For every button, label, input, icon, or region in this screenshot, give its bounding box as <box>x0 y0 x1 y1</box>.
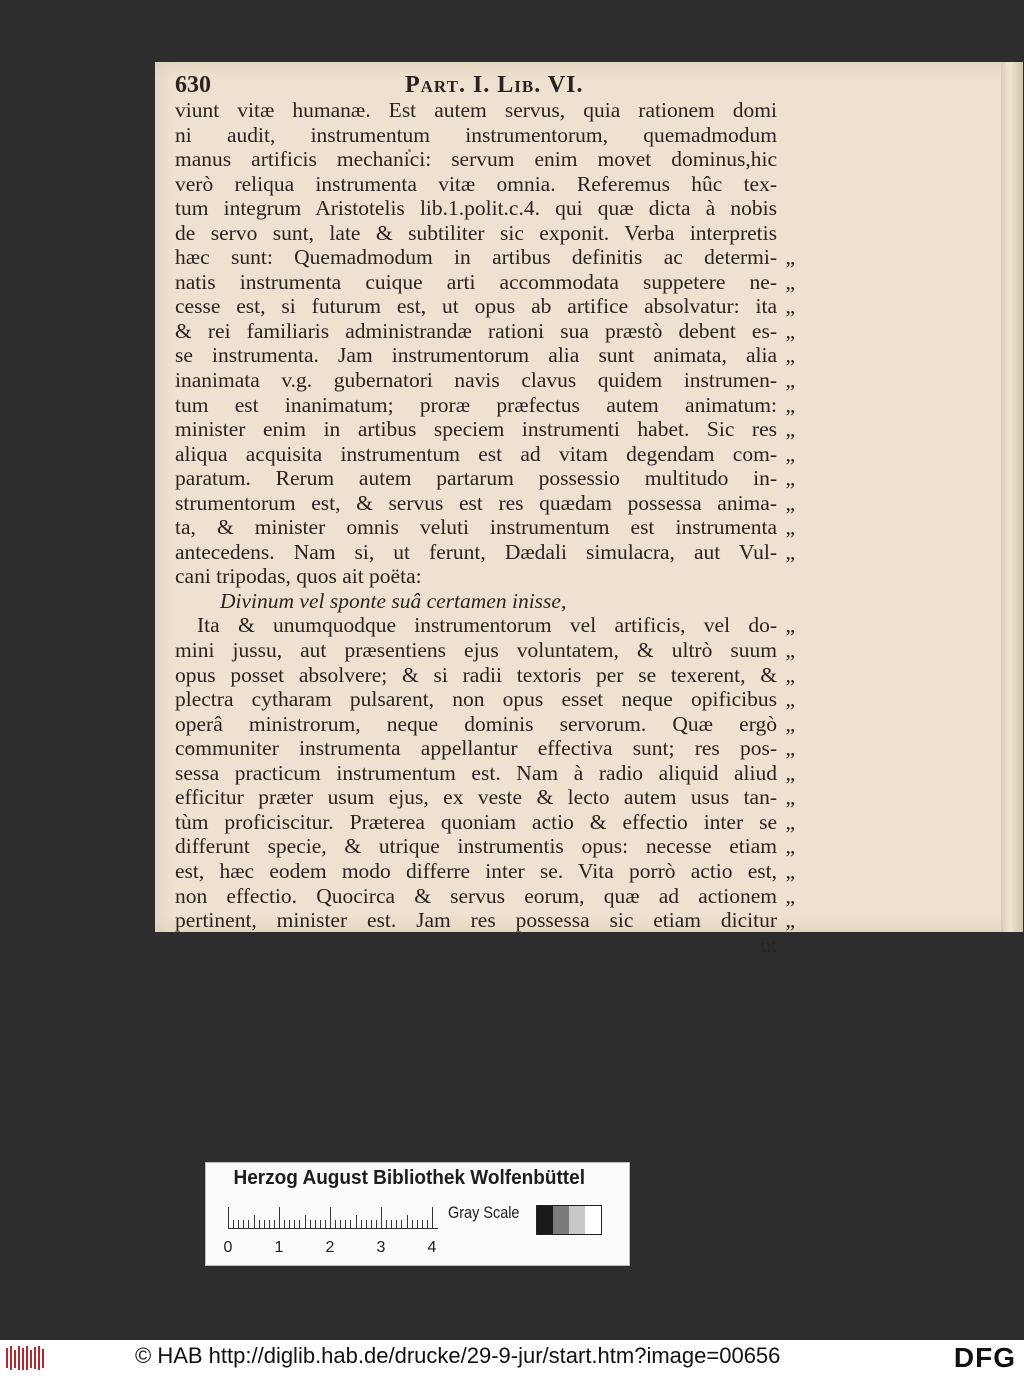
text-line-content: natis instrumenta cuique arti accommodata suppetere ne- <box>175 269 777 294</box>
text-line <box>175 933 795 958</box>
ruler-tick <box>407 1215 408 1229</box>
text-line <box>175 466 795 491</box>
ruler-tick <box>305 1215 306 1229</box>
ruler-tick <box>284 1220 285 1229</box>
text-line <box>175 147 795 172</box>
ruler-tick <box>274 1220 275 1229</box>
ruler-tick <box>366 1220 367 1229</box>
text-line-content: ni audit, instrumentum instrumentorum, quemadmodum <box>175 122 777 147</box>
ruler-tick <box>432 1207 433 1229</box>
text-line <box>175 368 795 393</box>
text-line-content: strumentorum est, & servus est res quædam possessa anima- <box>175 490 777 515</box>
text-line-content: verò reliqua instrumenta vitæ omnia. Referemus hûc tex- <box>175 171 777 196</box>
text-line <box>175 491 795 516</box>
text-line-content: manus artificis mechanici: servum enim movet dominus,hic <box>175 147 777 172</box>
page-number: 630 <box>175 72 211 98</box>
text-line-content: se instrumenta. Jam instrumentorum alia sunt animata, alia <box>175 343 777 368</box>
text-line-content: plectra cytharam pulsarent, non opus esset neque opificibus <box>175 687 777 712</box>
quote-mark: „ <box>785 294 795 319</box>
quote-mark: „ <box>785 785 795 810</box>
text-line-content: aliqua acquisita instrumentum est ad vitam degendam com- <box>175 441 777 466</box>
text-line <box>175 515 795 540</box>
quote-mark: „ <box>785 515 795 540</box>
text-line-content: antecedens. Nam si, ut ferunt, Dædali simulacra, aut Vul- <box>175 539 777 564</box>
text-line <box>175 196 795 221</box>
text-line <box>175 564 795 589</box>
ruler-number: 1 <box>274 1239 284 1256</box>
ruler-tick <box>269 1220 270 1229</box>
ruler-number: 3 <box>376 1239 386 1256</box>
text-line <box>175 663 795 688</box>
text-line-content: minister enim in artibus speciem instrumenti habet. Sic res <box>175 417 777 442</box>
running-head: Part. I. Lib. VI. <box>405 72 584 98</box>
text-line <box>175 884 795 909</box>
page-spine <box>1001 62 1023 932</box>
quote-mark: „ <box>785 343 795 368</box>
text-line <box>175 172 795 197</box>
quote-mark: „ <box>785 883 795 908</box>
ruler-number: 0 <box>223 1239 233 1256</box>
quote-mark <box>777 172 795 197</box>
scale-ruler <box>223 1203 438 1256</box>
quote-mark <box>777 564 795 589</box>
text-line-content: differunt specie, & utrique instrumentis opus: necesse etiam <box>175 834 777 859</box>
quote-mark: „ <box>785 490 795 515</box>
text-line-content: ut <box>760 932 777 957</box>
gray-swatch <box>537 1206 553 1234</box>
text-line-content: opus posset absolvere; & si radii textoris per se texerent, & <box>175 662 777 687</box>
quote-mark: „ <box>785 858 795 883</box>
text-line-content: sessa practicum instrumentum est. Nam à radio aliquid aliud <box>175 760 777 785</box>
text-line <box>175 810 795 835</box>
ruler-tick <box>320 1220 321 1229</box>
text-line <box>175 736 795 761</box>
ruler-number: 2 <box>325 1239 335 1256</box>
ruler-tick <box>259 1220 260 1229</box>
ruler-tick <box>299 1220 300 1229</box>
quote-mark: „ <box>785 539 795 564</box>
ruler-tick <box>350 1220 351 1229</box>
ruler-tick <box>376 1220 377 1229</box>
text-line <box>175 319 795 344</box>
gray-scale-label: Gray Scale <box>448 1203 520 1222</box>
text-line-content: tum integrum Aristotelis lib.1.polit.c.4. qui quæ dicta à nobis <box>175 196 777 221</box>
quote-mark: „ <box>785 834 795 859</box>
quote-mark: „ <box>785 269 795 294</box>
text-line <box>175 834 795 859</box>
text-line <box>175 613 795 638</box>
ruler-tick <box>238 1220 239 1229</box>
quote-mark: „ <box>785 466 795 491</box>
text-line-content: cani tripodas, quos ait poëta: <box>175 564 422 589</box>
text-line-content: & rei familiaris administrandæ rationi sua præstò debent es- <box>175 318 777 343</box>
ruler-tick <box>361 1220 362 1229</box>
library-name: Herzog August Bibliothek Wolfenbüttel <box>233 1167 585 1189</box>
text-line <box>175 294 795 319</box>
text-line-content: communiter instrumenta appellantur effectiva sunt; res pos- <box>175 736 777 761</box>
quote-mark: „ <box>785 417 795 442</box>
text-line-content: inanimata v.g. gubernatori navis clavus quidem instrumen- <box>175 368 777 393</box>
ruler-tick <box>248 1220 249 1229</box>
text-line-content: pertinent, minister est. Jam res possessa sic etiam dicitur <box>175 908 777 933</box>
text-line-content: operâ ministrorum, neque dominis servorum. Quæ ergò <box>175 711 777 736</box>
text-line-content: viunt vitæ humanæ. Est autem servus, quia rationem domi <box>175 98 777 122</box>
ruler-tick <box>264 1220 265 1229</box>
text-line <box>175 123 795 148</box>
footer-bar <box>0 1340 1024 1376</box>
ruler-tick <box>417 1220 418 1229</box>
text-line <box>175 343 795 368</box>
quote-mark <box>777 147 795 172</box>
ruler-tick <box>228 1207 229 1229</box>
text-line-content: paratum. Rerum autem partarum possessio multitudo in- <box>175 466 777 491</box>
text-line-content: est, hæc eodem modo differre inter se. Vita porrò actio est, <box>175 858 777 883</box>
text-line <box>175 393 795 418</box>
gray-swatch <box>569 1206 585 1234</box>
text-line <box>175 245 795 270</box>
quote-mark <box>777 196 795 221</box>
text-line <box>175 638 795 663</box>
text-line-content: Ita & unumquodque instrumentorum vel artificis, vel do- <box>197 613 777 638</box>
text-line-content: tum est inanimatum; proræ præfectus autem animatum: <box>175 392 777 417</box>
quote-mark: „ <box>785 760 795 785</box>
gray-swatch <box>553 1206 569 1234</box>
quote-mark <box>777 933 795 958</box>
ruler-tick <box>325 1220 326 1229</box>
quote-mark: „ <box>785 809 795 834</box>
quote-mark: „ <box>785 711 795 736</box>
ruler-tick <box>233 1220 234 1229</box>
ruler-tick <box>335 1220 336 1229</box>
quote-mark: „ <box>785 392 795 417</box>
text-line-content: cesse est, si futurum est, ut opus ab artifice absolvatur: ita <box>175 294 777 319</box>
ruler-number: 4 <box>427 1239 437 1256</box>
text-line <box>175 859 795 884</box>
text-line-content: de servo sunt, late & subtiliter sic exponit. Verba interpretis <box>175 220 777 245</box>
quote-mark: „ <box>785 318 795 343</box>
text-line <box>175 442 795 467</box>
body-text <box>175 98 795 957</box>
quote-mark: „ <box>785 736 795 761</box>
ruler-tick <box>422 1220 423 1229</box>
hab-barcode-logo-icon <box>4 1344 46 1372</box>
quote-mark: „ <box>785 687 795 712</box>
ruler-tick <box>243 1220 244 1229</box>
quote-mark: „ <box>785 245 795 270</box>
ruler-tick <box>371 1220 372 1229</box>
dfg-logo: DFG <box>953 1342 1016 1373</box>
text-line <box>175 761 795 786</box>
ruler-tick <box>381 1207 382 1229</box>
text-line <box>175 712 795 737</box>
ruler-tick <box>254 1215 255 1229</box>
text-line-content: Divinum vel sponte suâ certamen inisse, <box>220 588 567 613</box>
quote-mark <box>777 123 795 148</box>
ruler-tick <box>340 1220 341 1229</box>
ruler-tick <box>427 1220 428 1229</box>
ruler-tick <box>315 1220 316 1229</box>
text-line <box>175 589 795 614</box>
text-line-content: non effectio. Quocirca & servus eorum, quæ ad actionem <box>175 883 777 908</box>
text-line-content: tùm proficiscitur. Præterea quoniam actio & effectio inter se <box>175 809 777 834</box>
ruler-tick <box>289 1220 290 1229</box>
ruler-tick <box>345 1220 346 1229</box>
ruler-tick <box>412 1220 413 1229</box>
quote-mark: „ <box>785 662 795 687</box>
gray-swatch <box>585 1206 601 1234</box>
text-line <box>175 417 795 442</box>
ruler-tick <box>396 1220 397 1229</box>
ruler-tick <box>391 1220 392 1229</box>
quote-mark: „ <box>785 613 795 638</box>
quote-mark <box>777 589 795 614</box>
text-line <box>175 221 795 246</box>
text-line <box>175 908 795 933</box>
source-url[interactable]: © HAB http://diglib.hab.de/drucke/29-9-jur/start.htm?image=00656 <box>135 1343 781 1368</box>
quote-mark: „ <box>785 368 795 393</box>
quote-mark: „ <box>785 441 795 466</box>
text-line <box>175 98 795 123</box>
text-line <box>175 540 795 565</box>
quote-mark <box>777 221 795 246</box>
text-line <box>175 687 795 712</box>
gray-scale-swatches <box>536 1205 602 1235</box>
quote-mark: „ <box>785 908 795 933</box>
ruler-tick <box>386 1220 387 1229</box>
ruler-tick <box>330 1207 331 1229</box>
text-line-content: ta, & minister omnis veluti instrumentum est instrumenta <box>175 515 777 540</box>
ruler-tick <box>279 1207 280 1229</box>
quote-mark: „ <box>785 638 795 663</box>
text-line <box>175 270 795 295</box>
library-color-card <box>205 1162 630 1266</box>
ruler-tick <box>356 1215 357 1229</box>
text-line <box>175 785 795 810</box>
text-line-content: mini jussu, aut præsentiens ejus voluntatem, & ultrò suum <box>175 638 777 663</box>
text-line-content: hæc sunt: Quemadmodum in artibus definitis ac determi- <box>175 245 777 270</box>
quote-mark <box>777 98 795 123</box>
ruler-tick <box>294 1220 295 1229</box>
ruler-tick <box>310 1220 311 1229</box>
ruler-tick <box>401 1220 402 1229</box>
text-line-content: efficitur præter usum ejus, ex veste & lecto autem usus tan- <box>175 785 777 810</box>
